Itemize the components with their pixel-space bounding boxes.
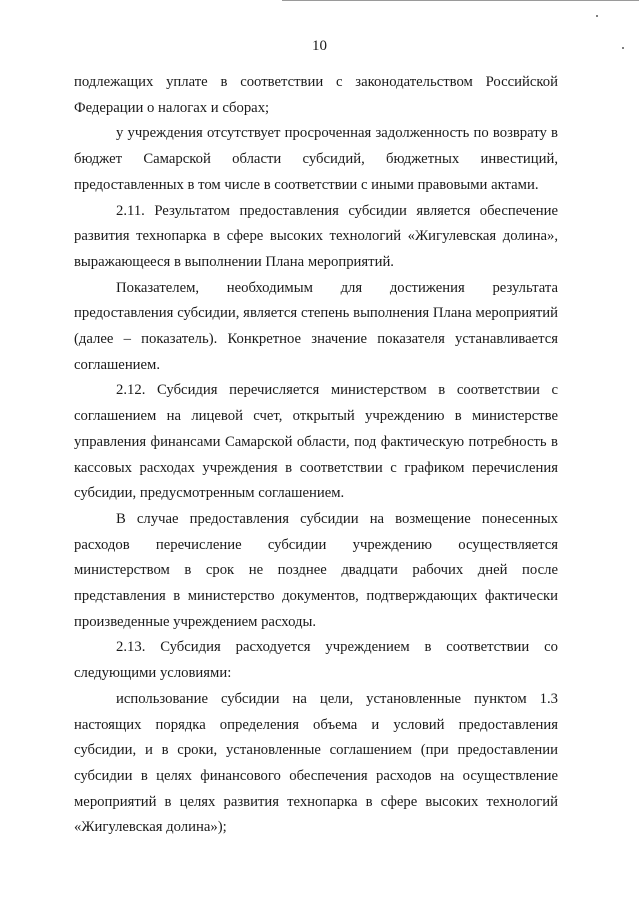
paragraph: 2.13. Субсидия расходуется учреждением в соответствии со следующими условиями: bbox=[74, 639, 558, 682]
paragraph: подлежащих уплате в соответствии с законодательством Российской Федерации о налогах и сборах; bbox=[74, 74, 558, 116]
paragraph: В случае предоставления субсидии на возмещение понесенных расходов перечисление субсидии учреждению осуществляется министерством в срок не позднее двадцати рабочих дней после представления в министерство документов, подтверждающих фактически произведенные учреждением расходы. bbox=[74, 510, 558, 630]
paragraph: Показателем, необходимым для достижения результата предоставления субсидии, является степень выполнения Плана мероприятий (далее – показатель). Конкретное значение показателя устанавливается соглашением. bbox=[74, 279, 558, 373]
top-border-line bbox=[282, 0, 639, 1]
page-number: 10 bbox=[312, 38, 327, 54]
paragraph: у учреждения отсутствует просроченная задолженность по возврату в бюджет Самарской области субсидий, бюджетных инвестиций, предоставленных в том числе в соответствии с иными правовыми актами. bbox=[74, 125, 558, 193]
paragraph: 2.11. Результатом предоставления субсидии является обеспечение развития технопарка в сфере высоких технологий «Жигулевская долина», выражающееся в выполнении Плана мероприятий. bbox=[74, 202, 558, 270]
scan-speck bbox=[596, 15, 598, 17]
paragraph: использование субсидии на цели, установленные пунктом 1.3 настоящих порядка определения объема и условий предоставления субсидии, и в сроки, установленные соглашением (при предоставлении субсидии в целях финансового обеспечения расходов на осуществление мероприятий в целях развития технопарка в сфере высоких технологий «Жигулевская долина»); bbox=[74, 690, 558, 836]
document-body bbox=[74, 70, 558, 841]
paragraph: 2.12. Субсидия перечисляется министерством в соответствии с соглашением на лицевой счет, открытый учреждению в министерстве управления финансами Самарской области, под фактическую потребность в кассовых расходах учреждения в соответствии с графиком перечисления субсидии, предусмотренным соглашением. bbox=[74, 382, 558, 502]
